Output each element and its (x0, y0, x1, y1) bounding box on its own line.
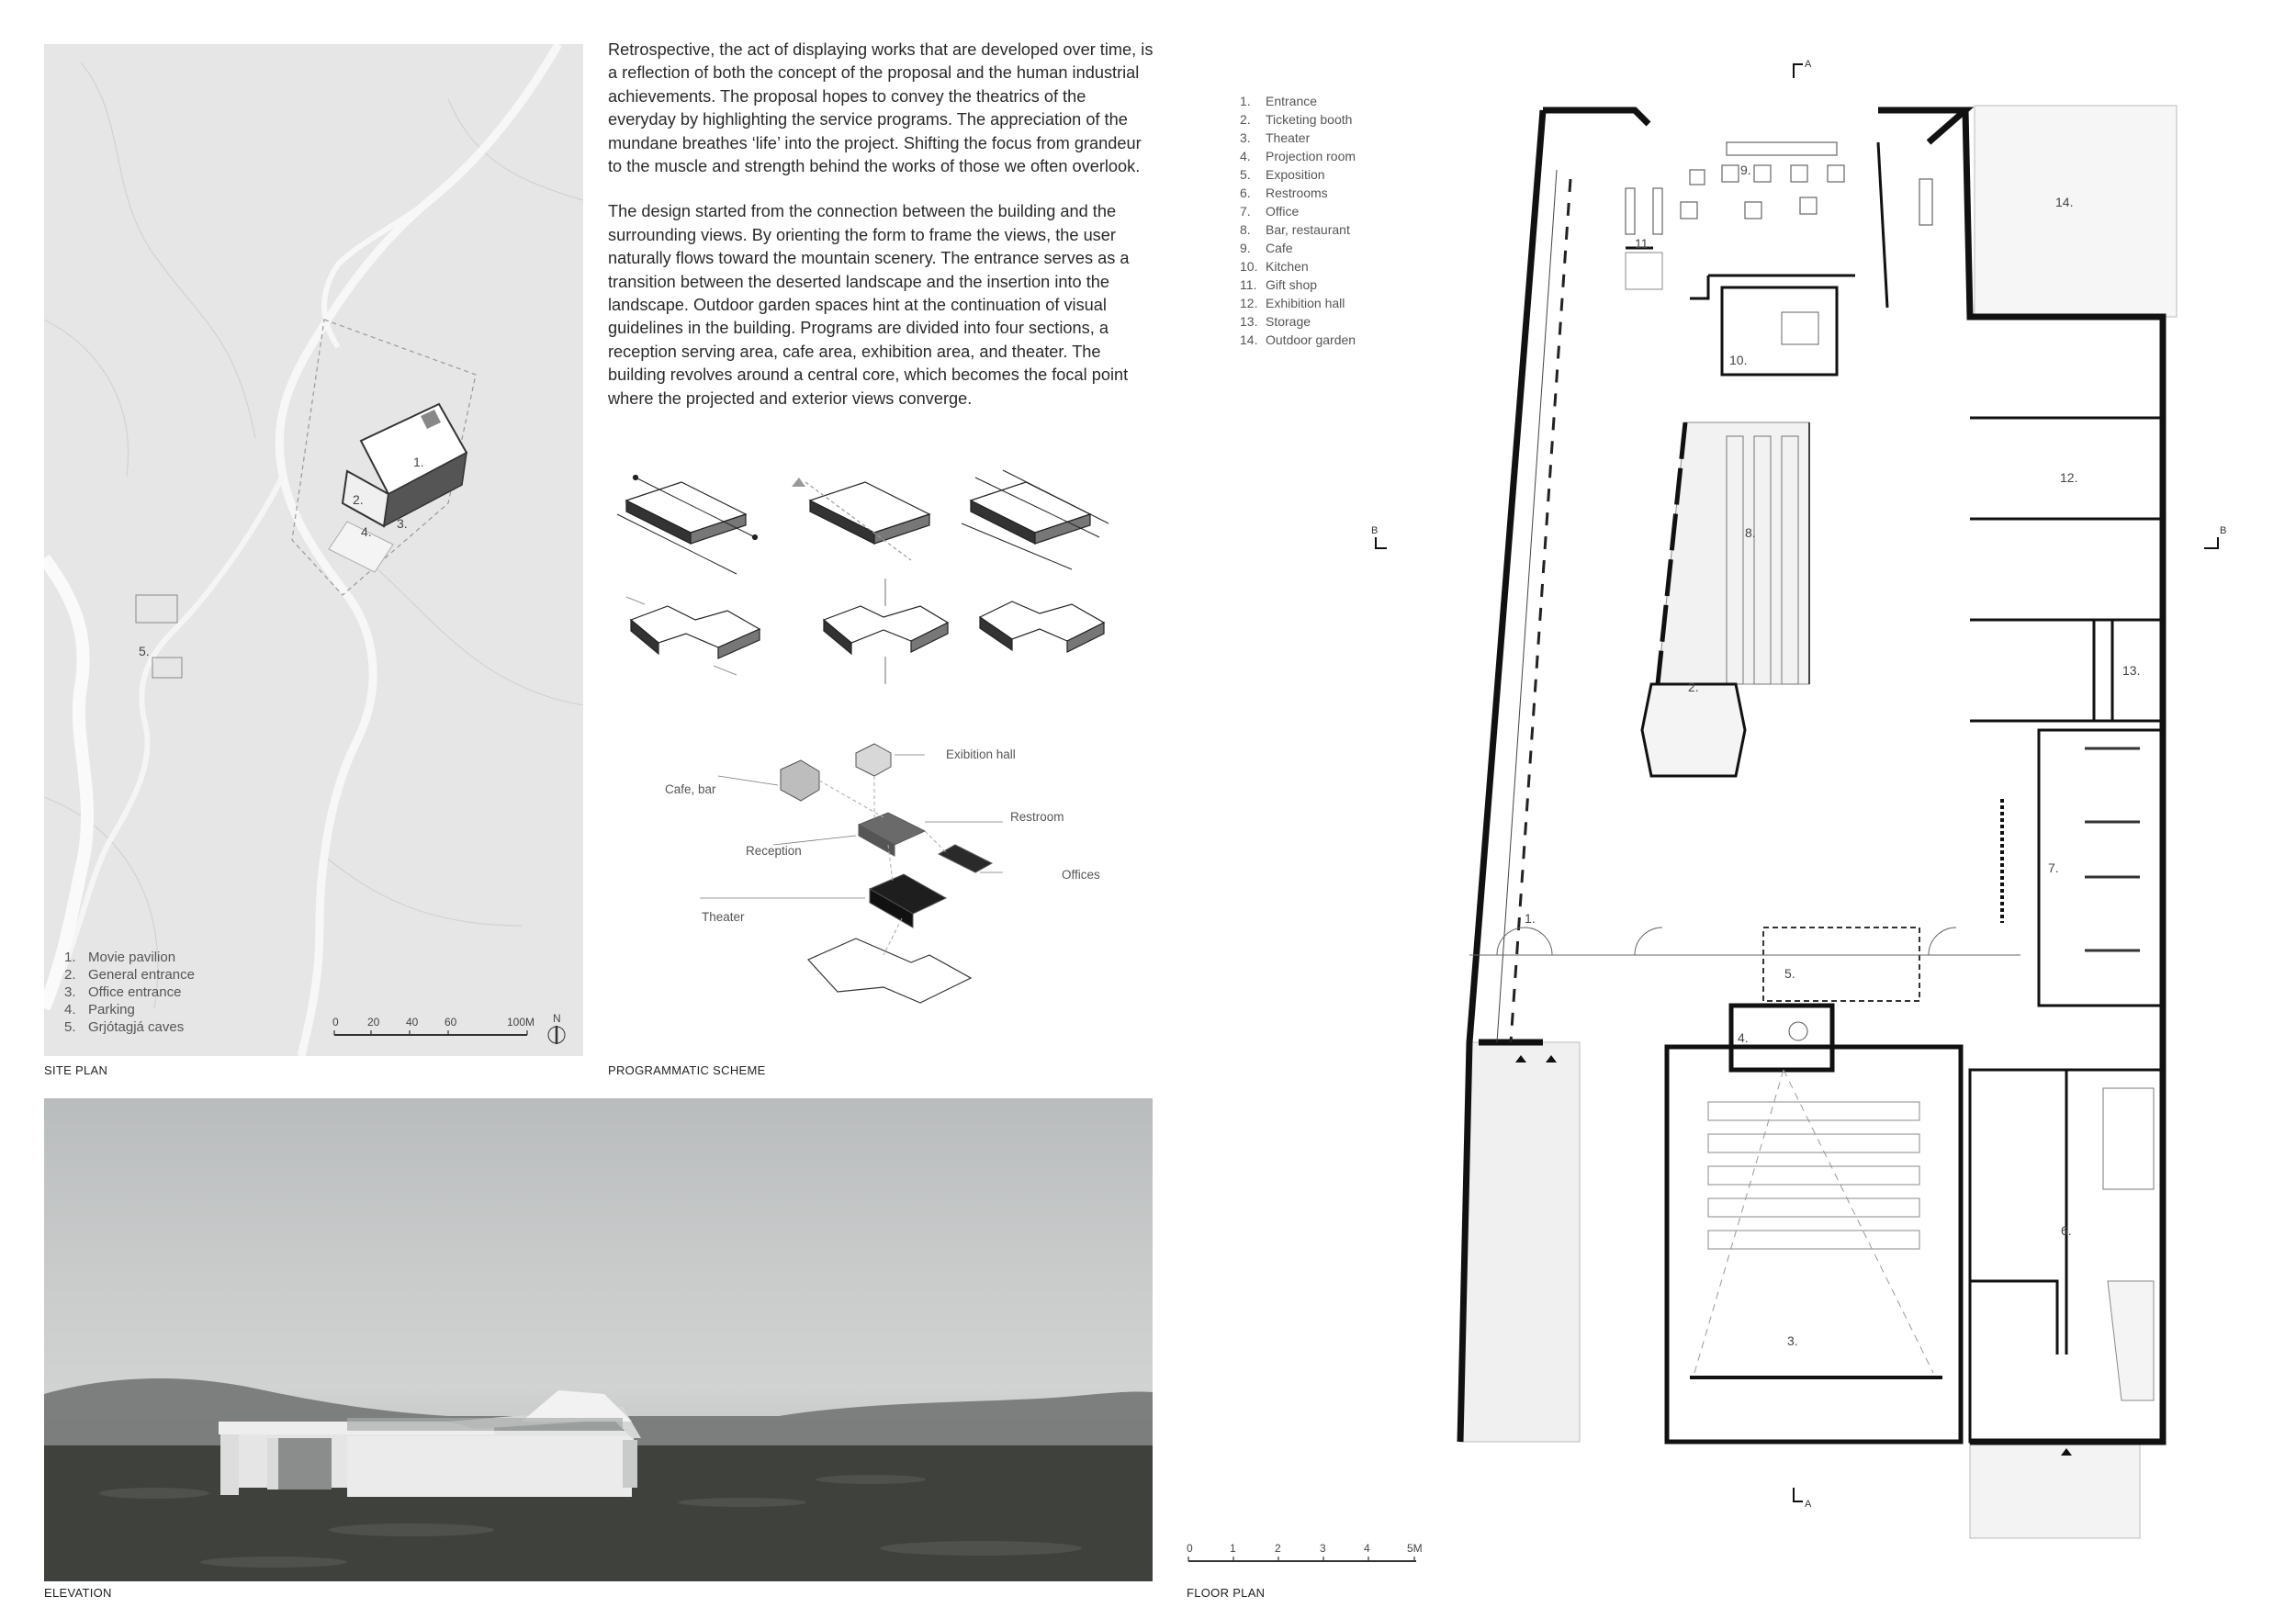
legend-item: 6. Restrooms (1240, 186, 1328, 200)
room-label-12: 12. (2060, 470, 2078, 485)
exposition-area (1469, 928, 2020, 1001)
legend-item: 11. Gift shop (1240, 277, 1318, 292)
scheme-label-offices: Offices (1062, 868, 1100, 882)
legend-item: 13. Storage (1240, 314, 1311, 329)
floor-plan-caption: FLOOR PLAN (1187, 1586, 1266, 1600)
pavilion-building (343, 404, 467, 526)
cafe-furniture (1626, 142, 1932, 234)
floor-plan-scale-bar (1187, 1539, 1435, 1576)
scale-tick: 2 (1275, 1542, 1281, 1555)
room-label-3: 3. (1787, 1333, 1798, 1348)
cave-path (62, 476, 283, 972)
section-marker-b-right (2204, 537, 2218, 548)
site-plan-panel (44, 44, 583, 1056)
scheme-label-cafe: Cafe, bar (665, 782, 716, 796)
legend-item: 4. Parking (64, 1002, 135, 1017)
elevation-render (44, 1098, 1153, 1581)
floor-plan-legend (1240, 92, 1356, 349)
description-paragraph: Retrospective, the act of displaying works that are developed over time, is a reflection of both the concept of the proposal and the human industrial achievements. The proposal hopes to convey the theatrics of the everyday by highlighting the service programs. The appreciation of the mundane breathes ‘life’ into the project. Shifting the focus from grandeur to the muscle and strength behind the works of those we often overlook. (608, 40, 1154, 176)
site-label-4: 4. (361, 524, 372, 539)
main-road (279, 44, 558, 1056)
scale-tick: 5M (1407, 1542, 1423, 1555)
site-label-2: 2. (353, 492, 364, 507)
restrooms (1970, 1070, 2163, 1442)
legend-item: 5. Grjótagjá caves (64, 1019, 185, 1035)
scale-tick: 20 (367, 1016, 380, 1029)
massing-diagram-2 (792, 478, 929, 560)
room-label-8: 8. (1745, 525, 1756, 540)
scheme-caption: PROGRAMMATIC SCHEME (608, 1063, 766, 1077)
legend-item: 12. Exhibition hall (1240, 296, 1345, 310)
ticketing-booth (1642, 684, 1745, 776)
cafe-block (781, 760, 819, 801)
legend-item: 3. Office entrance (64, 984, 182, 1000)
legend-item: 7. Office (1240, 204, 1300, 219)
legend-item: 10. Kitchen (1240, 259, 1309, 274)
room-label-6: 6. (2061, 1223, 2072, 1238)
legend-item: 5. Exposition (1240, 167, 1325, 182)
massing-diagram-1 (617, 476, 758, 575)
scale-tick: 40 (406, 1016, 419, 1029)
site-scale-bar (332, 1013, 571, 1050)
room-label-14: 14. (2055, 195, 2074, 209)
cave-entrance (136, 595, 182, 678)
cafe-walls (1626, 142, 1887, 308)
site-plan-caption: SITE PLAN (44, 1063, 108, 1077)
section-label-a-bottom: A (1805, 1499, 1812, 1510)
legend-item: 9. Cafe (1240, 241, 1293, 255)
section-label-b-left: B (1371, 525, 1379, 536)
project-description (608, 39, 1154, 433)
room-label-10: 10. (1729, 353, 1748, 367)
scale-tick: 60 (445, 1016, 457, 1029)
room-label-11: 11. (1635, 236, 1652, 251)
section-label-a-top: A (1805, 59, 1812, 70)
scheme-label-exhibition: Exibition hall (946, 748, 1016, 761)
site-label-5: 5. (139, 644, 150, 658)
section-marker-b-left (1376, 537, 1387, 548)
room-label-4: 4. (1738, 1030, 1749, 1045)
description-paragraph: The design started from the connection between the building and the surrounding views. By orienting the form to frame the views, the user naturally flows toward the mountain scenery. The entrance serves as a transition between the deserted landscape and the insertion into the landscape. Outdoor garden spaces hint at the continuation of visual guidelines in the building. Programs are divided into four sections, a reception serving area, cafe area, exhibition area, and theater. The building revolves around a central core, which becomes the focal point where the projected and exterior views converge. (608, 202, 1130, 408)
scale-tick: 100M (507, 1016, 535, 1029)
lower-right-ramp (1970, 1442, 2140, 1538)
scheme-label-reception: Reception (746, 844, 802, 858)
svg-text:N: N (553, 1013, 561, 1025)
legend-item: 4. Projection room (1240, 149, 1356, 163)
site-label-3: 3. (397, 516, 408, 531)
contour-lines (44, 62, 583, 1008)
massing-diagram-4 (626, 597, 760, 675)
room-label-13: 13. (2122, 663, 2141, 678)
room-label-9: 9. (1740, 163, 1751, 177)
bar-restaurant-area (1658, 422, 1809, 684)
room-label-5: 5. (1784, 966, 1795, 981)
floor-plan-drawing (1359, 51, 2287, 1547)
scale-tick: 1 (1230, 1542, 1236, 1555)
exhibition-block (856, 744, 891, 776)
room-label-7: 7. (2048, 860, 2059, 875)
legend-item: 1. Movie pavilion (64, 950, 176, 965)
legend-item: 8. Bar, restaurant (1240, 222, 1350, 237)
legend-item: 1. Entrance (1240, 94, 1318, 108)
site-label-1: 1. (413, 455, 424, 469)
legend-item: 3. Theater (1240, 130, 1311, 145)
section-marker-a-bottom (1794, 1488, 1803, 1501)
elevation-scene (44, 1098, 1153, 1581)
scale-tick: 0 (332, 1016, 339, 1029)
massing-diagram-6 (980, 602, 1104, 652)
scale-tick: 0 (1187, 1542, 1193, 1555)
outdoor-garden-area (1975, 106, 2177, 317)
riverbed (44, 558, 87, 1008)
legend-item: 2. General entrance (64, 967, 195, 983)
offices-block (939, 845, 992, 872)
office-area (2002, 730, 2163, 1006)
theater-hall (1667, 1047, 1961, 1442)
legend-item: 2. Ticketing booth (1240, 112, 1353, 127)
room-label-2: 2. (1688, 680, 1699, 694)
scale-tick: 3 (1320, 1542, 1326, 1555)
scheme-label-theater: Theater (702, 910, 745, 924)
massing-diagram-3 (962, 470, 1109, 569)
massing-diagram-5 (824, 579, 948, 684)
scheme-label-restroom: Restroom (1010, 810, 1064, 824)
site-plan-legend (64, 949, 195, 1036)
elevation-caption: ELEVATION (44, 1586, 112, 1600)
section-marker-a-top (1794, 64, 1803, 78)
gift-shop (1626, 253, 1662, 289)
legend-item: 14. Outdoor garden (1240, 332, 1356, 347)
base-slab (808, 939, 971, 1003)
west-glazing (1511, 179, 1570, 1042)
entrance-markers (1515, 1055, 2072, 1456)
room-label-1: 1. (1525, 911, 1536, 926)
section-label-b-right: B (2220, 525, 2227, 536)
scale-tick: 4 (1364, 1542, 1370, 1555)
programmatic-scheme-diagram (608, 459, 1159, 1056)
exploded-axonometric (700, 744, 1003, 1003)
entrance-ramp (1460, 1042, 1580, 1442)
north-arrow-icon (548, 1013, 565, 1044)
site-plan-map (44, 44, 583, 1056)
